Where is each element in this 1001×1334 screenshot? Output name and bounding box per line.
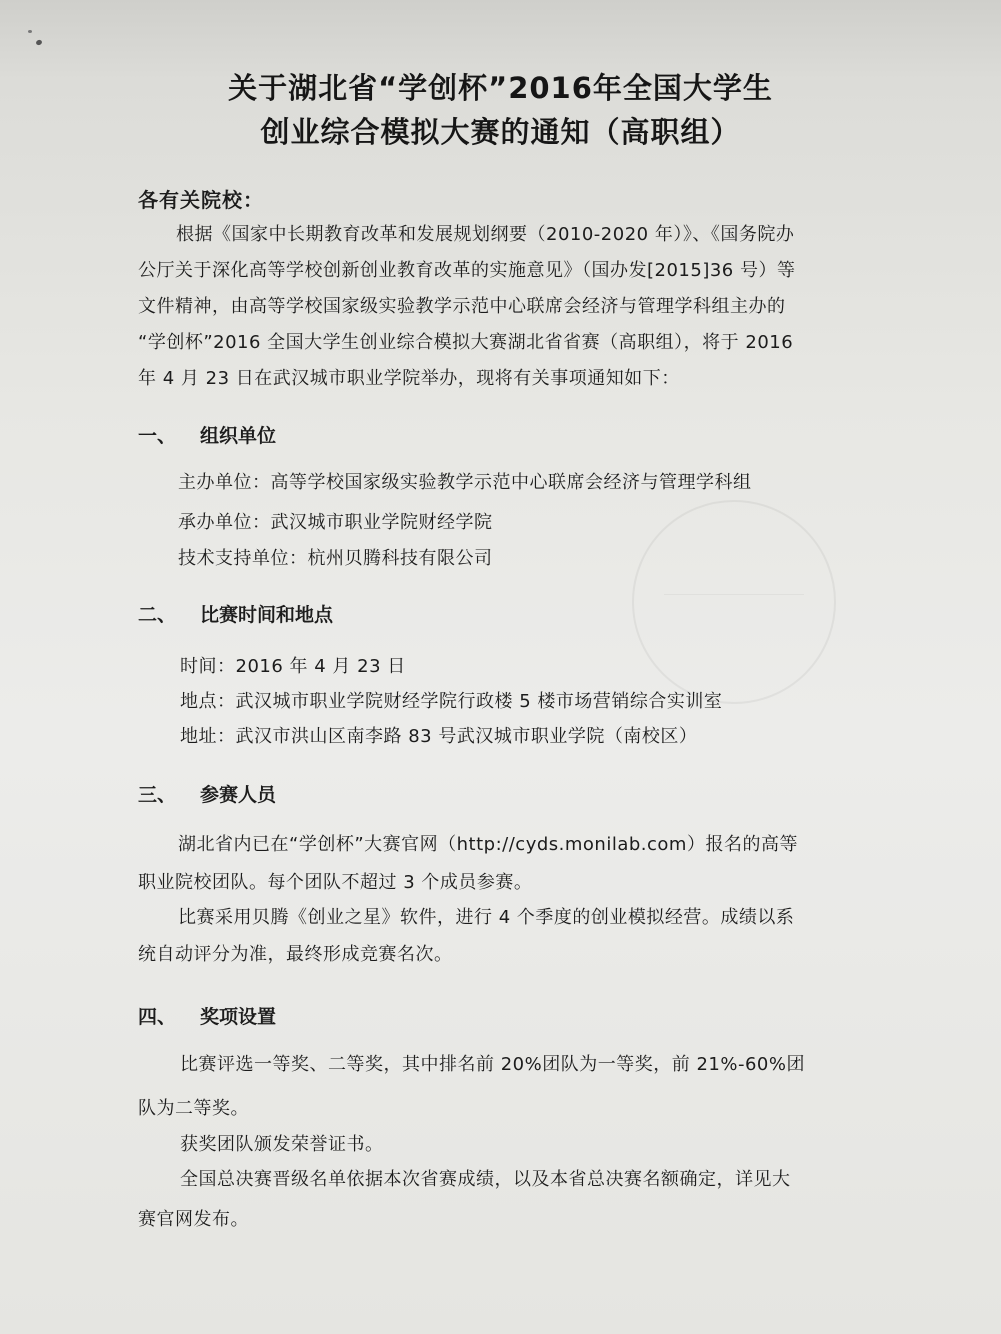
section-line: 承办单位：武汉城市职业学院财经学院 bbox=[178, 512, 493, 533]
salutation: 各有关院校： bbox=[138, 188, 264, 212]
section-title: 奖项设置 bbox=[200, 1006, 277, 1028]
paper-speck bbox=[35, 39, 42, 46]
section-title: 组织单位 bbox=[200, 425, 277, 447]
section-line: 比赛采用贝腾《创业之星》软件，进行 4 个季度的创业模拟经营。成绩以系 bbox=[178, 907, 795, 928]
section-number: 一、 bbox=[138, 425, 177, 447]
section-title: 参赛人员 bbox=[200, 784, 277, 806]
section-line: 全国总决赛晋级名单依据本次省赛成绩，以及本省总决赛名额确定，详见大 bbox=[180, 1169, 791, 1190]
section-line: 湖北省内已在“学创杯”大赛官网（http://cyds.monilab.com）报名的高等 bbox=[178, 834, 798, 855]
section-line: 赛官网发布。 bbox=[138, 1209, 249, 1230]
intro-line: 年 4 月 23 日在武汉城市职业学院举办，现将有关事项通知如下： bbox=[138, 368, 680, 389]
faded-seal-line bbox=[664, 594, 804, 595]
page-title-line-2: 创业综合模拟大赛的通知（高职组） bbox=[260, 115, 741, 149]
page-title-line-1: 关于湖北省“学创杯”2016年全国大学生 bbox=[228, 71, 773, 105]
section-line: 时间：2016 年 4 月 23 日 bbox=[180, 656, 406, 677]
section-line: 比赛评选一等奖、二等奖，其中排名前 20%团队为一等奖，前 21%-60%团 bbox=[180, 1054, 805, 1075]
section-line: 队为二等奖。 bbox=[138, 1098, 249, 1119]
section-heading-organizers bbox=[138, 421, 276, 448]
faded-seal bbox=[632, 500, 836, 704]
section-heading-participants bbox=[138, 780, 276, 807]
paper-speck bbox=[28, 30, 32, 33]
section-line: 地址：武汉市洪山区南李路 83 号武汉城市职业学院（南校区） bbox=[180, 726, 698, 747]
section-line: 主办单位：高等学校国家级实验教学示范中心联席会经济与管理学科组 bbox=[178, 472, 752, 493]
section-number: 三、 bbox=[138, 784, 177, 806]
section-heading-awards bbox=[138, 1002, 276, 1029]
section-line: 地点：武汉城市职业学院财经学院行政楼 5 楼市场营销综合实训室 bbox=[180, 691, 723, 712]
section-line: 职业院校团队。每个团队不超过 3 个成员参赛。 bbox=[138, 872, 533, 893]
section-line: 获奖团队颁发荣誉证书。 bbox=[180, 1134, 384, 1155]
section-line: 技术支持单位：杭州贝腾科技有限公司 bbox=[178, 548, 493, 569]
intro-line: 文件精神，由高等学校国家级实验教学示范中心联席会经济与管理学科组主办的 bbox=[138, 296, 786, 317]
section-number: 二、 bbox=[138, 604, 177, 626]
section-line: 统自动评分为准，最终形成竞赛名次。 bbox=[138, 944, 453, 965]
intro-line: 根据《国家中长期教育改革和发展规划纲要（2010-2020 年）》、《国务院办 bbox=[176, 224, 795, 245]
intro-line: “学创杯”2016 全国大学生创业综合模拟大赛湖北省省赛（高职组），将于 2016 bbox=[138, 332, 794, 353]
section-heading-time-place bbox=[138, 600, 333, 627]
section-title: 比赛时间和地点 bbox=[200, 604, 334, 626]
intro-line: 公厅关于深化高等学校创新创业教育改革的实施意见》（国办发[2015]36 号）等 bbox=[138, 260, 796, 281]
section-number: 四、 bbox=[138, 1006, 177, 1028]
